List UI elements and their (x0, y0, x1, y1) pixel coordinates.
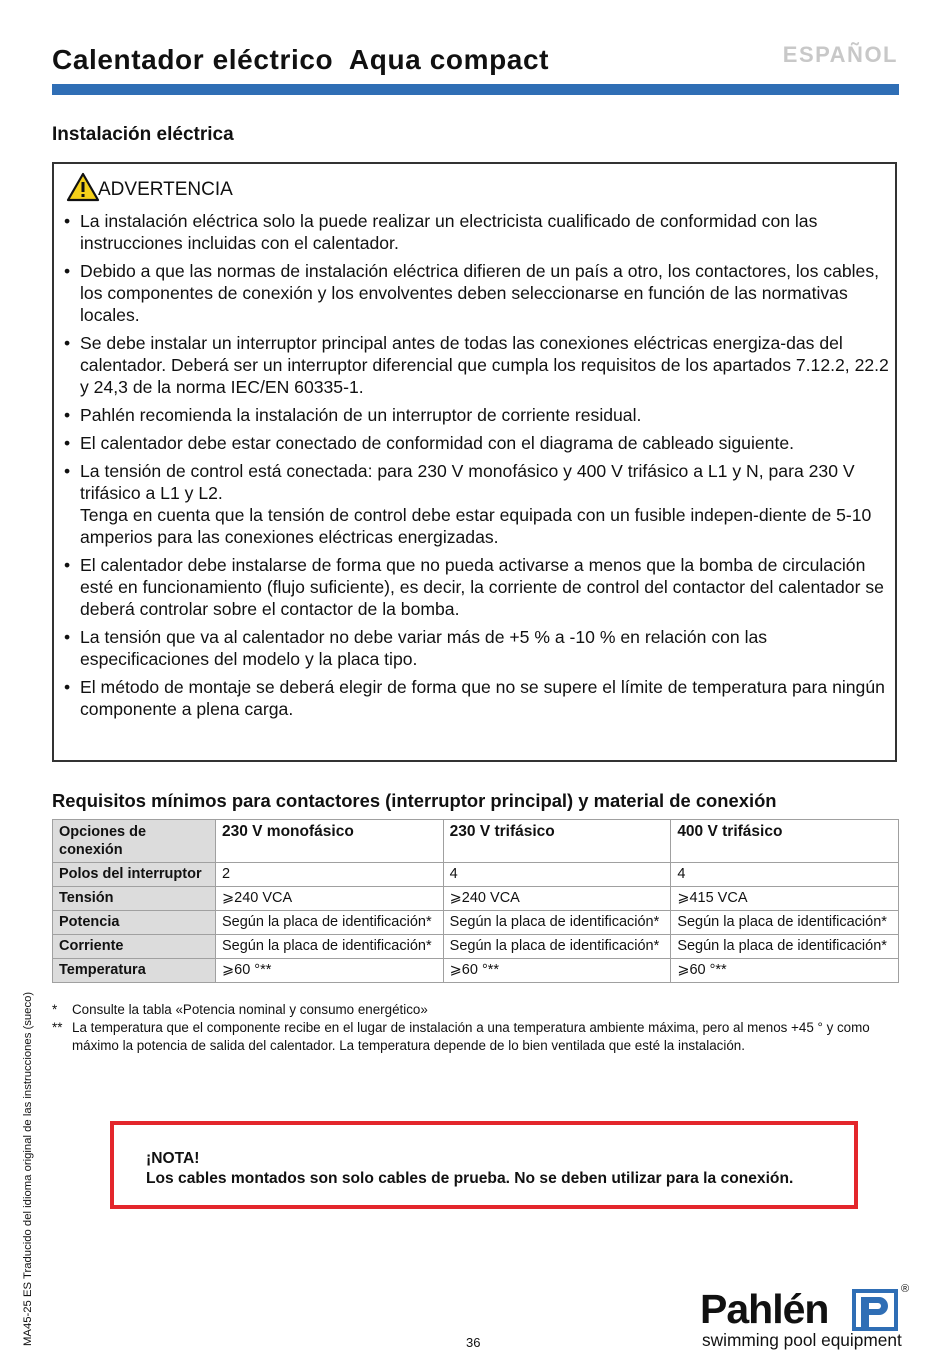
footnote (52, 1001, 892, 1019)
table-cell: ⩾60 °** (671, 959, 899, 983)
table-cell: ⩾240 VCA (443, 887, 671, 911)
requirements-table (52, 819, 899, 983)
footnote-text: La temperatura que el componente recibe en el lugar de instalación a una temperatura ambiente máxima, pero al menos +45 ° y como máximo la potencia de salida del calentador. La temperatura depende de lo bien ventilada que esté la instalación. (72, 1020, 870, 1053)
footnote (52, 1019, 892, 1055)
language-label: ESPAÑOL (782, 42, 898, 67)
table-row (53, 887, 899, 911)
warning-header (66, 172, 233, 202)
section-title: Instalación eléctrica (52, 124, 234, 145)
footnote-mark: * (52, 1002, 58, 1017)
warning-item: • Debido a que las normas de instalación eléctrica difieren de un país a otro, los contactores, los cables, los componentes de conexión y los envolventes deben seleccionarse en función de las normativas locales. (62, 260, 892, 326)
page-number: 36 (466, 1335, 481, 1350)
footnote-text: Consulte la tabla «Potencia nominal y consumo energético» (72, 1002, 428, 1017)
table-cell: ⩾60 °** (443, 959, 671, 983)
table-row (53, 959, 899, 983)
table-cell: Según la placa de identificación* (443, 911, 671, 935)
table-row-label: Polos del interruptor (53, 863, 216, 887)
table-header-row (53, 820, 899, 863)
table-row-label: Corriente (53, 935, 216, 959)
table-cell: ⩾240 VCA (216, 887, 444, 911)
table-cell: Según la placa de identificación* (216, 935, 444, 959)
table-row (53, 863, 899, 887)
warning-triangle-icon (66, 172, 100, 202)
warning-item: • El método de montaje se deberá elegir de forma que no se supere el límite de temperatura para ningún componente a plena carga. (62, 676, 892, 720)
logo-brand: Pahlén (700, 1286, 829, 1332)
footnote-mark: ** (52, 1020, 63, 1035)
registered-mark: ® (901, 1283, 910, 1295)
warning-item: • El calentador debe instalarse de forma que no pueda activarse a menos que la bomba de circulación esté en funcionamiento (flujo suficiente), es decir, la corriente de control del contactor del calentador se deberá controlar sobre el contactor de la bomba. (62, 554, 892, 620)
footnotes (52, 1001, 892, 1055)
warning-item: • La tensión de control está conectada: para 230 V monofásico y 400 V trifásico a L1 y N, para 230 V trifásico a L1 y L2. Tenga en cuenta que la tensión de control debe estar equipada con un fusible indepen-diente de 5-10 amperios para las conexiones eléctricas energizadas. (62, 460, 892, 548)
table-header-cell: 400 V trifásico (671, 820, 899, 863)
nota-content (146, 1149, 793, 1189)
warning-item: • El calentador debe estar conectado de conformidad con el diagrama de cableado siguiente. (62, 432, 892, 454)
warning-item: • Se debe instalar un interruptor principal antes de todas las conexiones eléctricas energiza-das del calentador. Deberá ser un interruptor diferencial que cumpla los requisitos de los apartados 7.12.2, 22.2 y 24,3 de la norma IEC/EN 60335-1. (62, 332, 892, 398)
document-side-note: MA45-25 ES Traducido del idioma original de las instrucciones (sueco) (22, 991, 34, 1346)
table-cell: ⩾60 °** (216, 959, 444, 983)
warning-box (52, 162, 897, 762)
warning-item: • Pahlén recomienda la instalación de un interruptor de corriente residual. (62, 404, 892, 426)
pahlen-logo (700, 1283, 912, 1350)
warning-list (62, 210, 892, 726)
table-cell: ⩾415 VCA (671, 887, 899, 911)
table-row-label: Tensión (53, 887, 216, 911)
table-cell: Según la placa de identificación* (671, 911, 899, 935)
page-title: Calentador eléctrico Aqua compact (52, 44, 550, 75)
table-cell: Según la placa de identificación* (671, 935, 899, 959)
nota-text: Los cables montados son solo cables de prueba. No se deben utilizar para la conexión. (146, 1170, 794, 1187)
logo-tagline: swimming pool equipment (702, 1330, 902, 1350)
table-cell: Según la placa de identificación* (216, 911, 444, 935)
table-cell: 4 (443, 863, 671, 887)
table-cell: Según la placa de identificación* (443, 935, 671, 959)
nota-title: ¡NOTA! (146, 1150, 200, 1167)
table-header-cell: 230 V monofásico (216, 820, 444, 863)
table-header-cell: Opciones de conexión (53, 820, 216, 863)
warning-item: • La tensión que va al calentador no debe variar más de +5 % a -10 % en relación con las especificaciones del modelo y la placa tipo. (62, 626, 892, 670)
table-header-cell: 230 V trifásico (443, 820, 671, 863)
table-row-label: Potencia (53, 911, 216, 935)
requirements-title: Requisitos mínimos para contactores (interruptor principal) y material de conexión (52, 790, 777, 811)
table-row (53, 911, 899, 935)
warning-title: ADVERTENCIA (98, 179, 233, 200)
table-row-label: Temperatura (53, 959, 216, 983)
warning-item: • La instalación eléctrica solo la puede realizar un electricista cualificado de conformidad con las instrucciones incluidas con el calentador. (62, 210, 892, 254)
nota-box (110, 1121, 858, 1209)
pahlen-p-logo-icon (851, 1288, 899, 1332)
table-cell: 2 (216, 863, 444, 887)
table-row (53, 935, 899, 959)
header-rule (52, 84, 899, 95)
table-cell: 4 (671, 863, 899, 887)
